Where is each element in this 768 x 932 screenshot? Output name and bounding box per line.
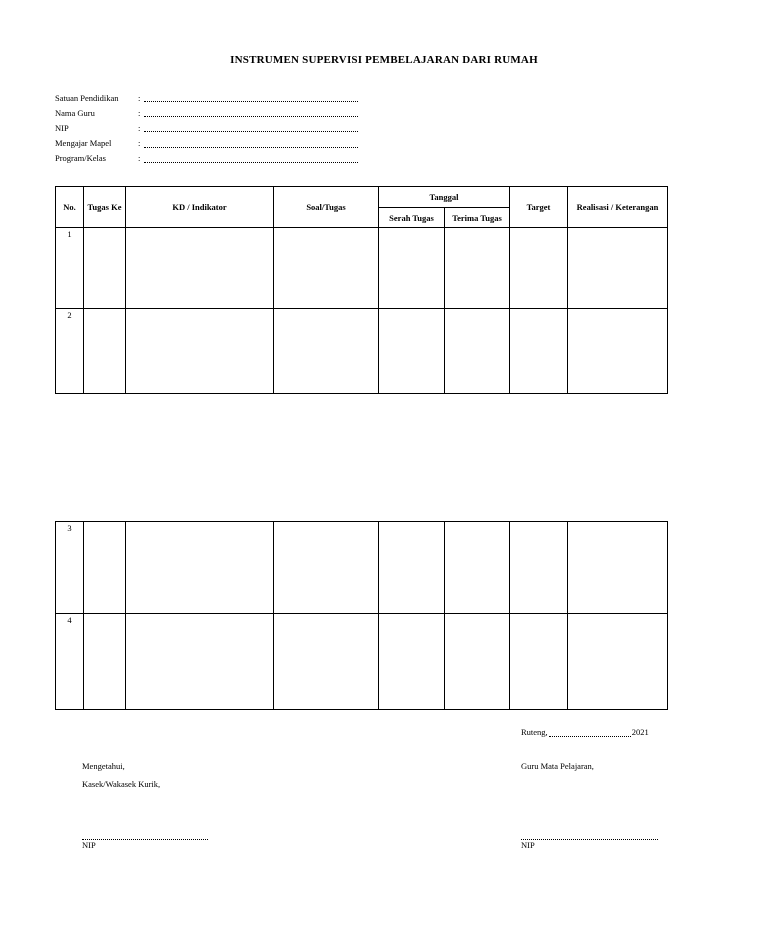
principal-title: Kasek/Wakasek Kurik, (82, 779, 161, 789)
header-no: No. (56, 187, 84, 228)
row-number: 1 (56, 228, 84, 309)
cell-tugas-ke[interactable] (84, 614, 126, 710)
cell-kd-indikator[interactable] (126, 309, 274, 394)
cell-target[interactable] (510, 522, 568, 614)
field-blank[interactable] (144, 154, 358, 163)
field-mengajar-mapel (55, 136, 358, 151)
place-date-prefix: Ruteng, (521, 727, 548, 737)
cell-kd-indikator[interactable] (126, 522, 274, 614)
header-realisasi: Realisasi / Keterangan (568, 187, 668, 228)
supervision-table-continued (55, 521, 668, 710)
field-blank[interactable] (144, 108, 358, 117)
field-colon: : (138, 107, 141, 118)
field-colon: : (138, 92, 141, 103)
cell-tugas-ke[interactable] (84, 522, 126, 614)
cell-soal-tugas[interactable] (274, 228, 379, 309)
table-row (56, 614, 668, 710)
header-soal-tugas: Soal/Tugas (274, 187, 379, 228)
cell-soal-tugas[interactable] (274, 522, 379, 614)
field-colon: : (138, 138, 141, 149)
cell-tugas-ke[interactable] (84, 228, 126, 309)
header-serah-tugas: Serah Tugas (379, 208, 445, 228)
cell-serah-tugas[interactable] (379, 228, 445, 309)
acknowledged-label: Mengetahui, (82, 761, 125, 771)
place-date-year: 2021 (631, 727, 649, 737)
cell-tugas-ke[interactable] (84, 309, 126, 394)
header-target: Target (510, 187, 568, 228)
field-label: Satuan Pendidikan (55, 92, 119, 103)
identity-fields (55, 90, 358, 166)
table-row (56, 228, 668, 309)
field-nama-guru (55, 105, 358, 120)
cell-target[interactable] (510, 614, 568, 710)
field-nip (55, 120, 358, 135)
header-kd-indikator: KD / Indikator (126, 187, 274, 228)
header-terima-tugas: Terima Tugas (445, 208, 510, 228)
field-blank[interactable] (144, 93, 358, 102)
left-nip: NIP (82, 840, 96, 850)
cell-realisasi[interactable] (568, 522, 668, 614)
header-tanggal: Tanggal (379, 187, 510, 208)
cell-terima-tugas[interactable] (445, 522, 510, 614)
cell-serah-tugas[interactable] (379, 309, 445, 394)
cell-target[interactable] (510, 309, 568, 394)
cell-kd-indikator[interactable] (126, 614, 274, 710)
place-date (521, 727, 649, 737)
cell-serah-tugas[interactable] (379, 614, 445, 710)
date-blank[interactable] (549, 728, 631, 737)
table-row (56, 522, 668, 614)
document-title: INSTRUMEN SUPERVISI PEMBELAJARAN DARI RUMAH (230, 54, 538, 66)
cell-terima-tugas[interactable] (445, 309, 510, 394)
right-signature-line[interactable] (521, 839, 658, 840)
field-label: Program/Kelas (55, 153, 106, 164)
cell-realisasi[interactable] (568, 614, 668, 710)
field-label: Nama Guru (55, 107, 95, 118)
field-label: NIP (55, 122, 69, 133)
cell-serah-tugas[interactable] (379, 522, 445, 614)
field-blank[interactable] (144, 123, 358, 132)
field-label: Mengajar Mapel (55, 138, 112, 149)
cell-realisasi[interactable] (568, 228, 668, 309)
row-number: 2 (56, 309, 84, 394)
cell-soal-tugas[interactable] (274, 614, 379, 710)
row-number: 4 (56, 614, 84, 710)
left-signature-line[interactable] (82, 839, 208, 840)
table-row (56, 309, 668, 394)
cell-target[interactable] (510, 228, 568, 309)
field-program-kelas (55, 151, 358, 166)
cell-terima-tugas[interactable] (445, 614, 510, 710)
cell-kd-indikator[interactable] (126, 228, 274, 309)
field-colon: : (138, 122, 141, 133)
cell-soal-tugas[interactable] (274, 309, 379, 394)
right-nip: NIP (521, 840, 535, 850)
header-tugas-ke: Tugas Ke (84, 187, 126, 228)
supervision-table (55, 186, 668, 394)
teacher-title: Guru Mata Pelajaran, (521, 761, 594, 771)
field-colon: : (138, 153, 141, 164)
row-number: 3 (56, 522, 84, 614)
field-blank[interactable] (144, 139, 358, 148)
field-satuan-pendidikan (55, 90, 358, 105)
cell-realisasi[interactable] (568, 309, 668, 394)
cell-terima-tugas[interactable] (445, 228, 510, 309)
